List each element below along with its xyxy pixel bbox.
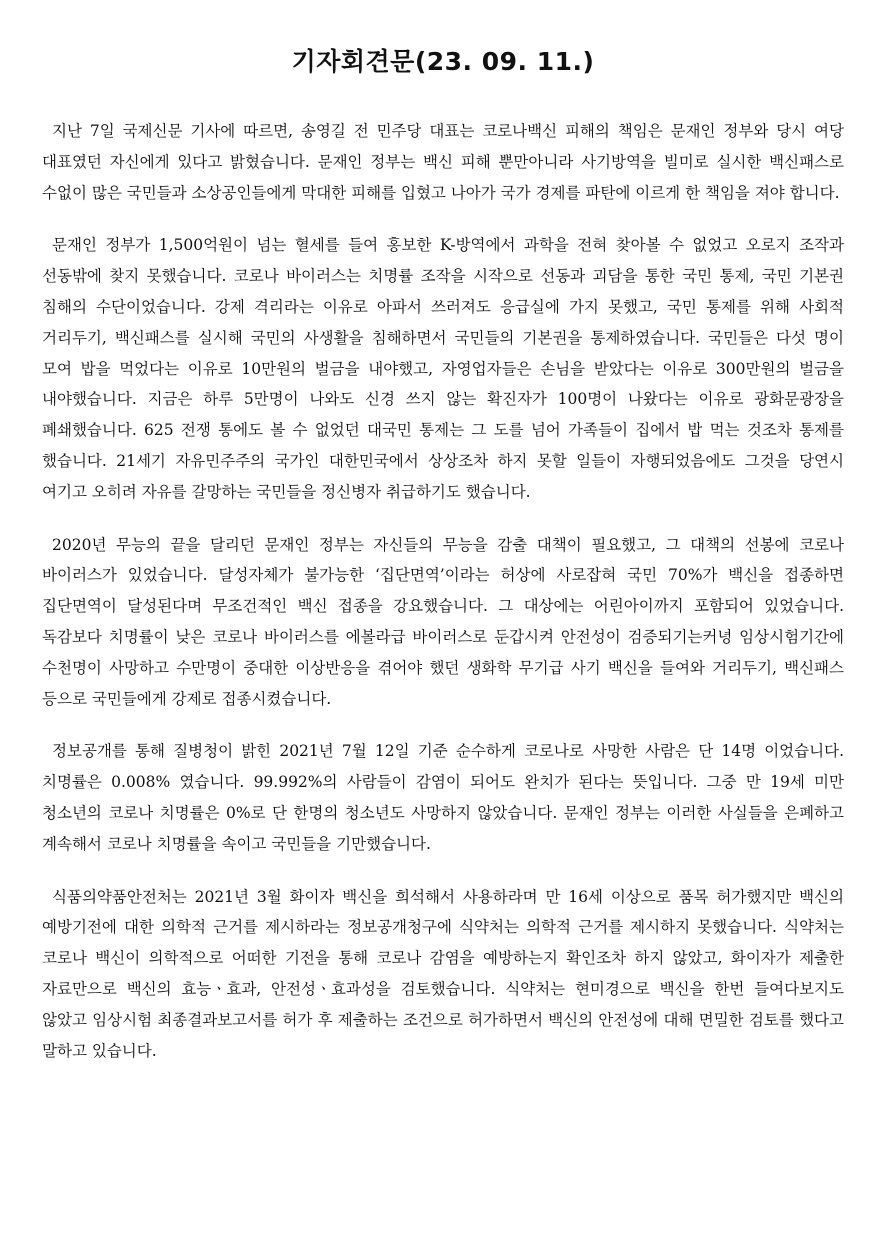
document-body <box>42 116 844 1088</box>
paragraph-2: 문재인 정부가 1,500억원이 넘는 혈세를 들여 홍보한 K-방역에서 과학을 전혀 찾아볼 수 없었고 오로지 조작과 선동밖에 찾지 못했습니다. 코로나 바이러스는 치명률 조작을 시작으로 선동과 괴담을 통한 국민 통제, 국민 기본권 침해의 수단이었습니다. 강제 격리라는 이유로 아파서 쓰러져도 응급실에 가지 못했고, 국민 통제를 위해 사회적 거리두기, 백신패스를 실시해 국민의 사생활을 침해하면서 국민들의 기본권을 통제하였습니다. 국민들은 다섯 명이 모여 밥을 먹었다는 이유로 10만원의 벌금을 내야했고, 자영업자들은 손님을 받았다는 이유로 300만원의 벌금을 내야했습니다. 지금은 하루 5만명이 나와도 신경 쓰지 않는 확진자가 100명이 나왔다는 이유로 광화문광장을 폐쇄했습니다. 625 전쟁 통에도 볼 수 없었던 대국민 통제는 그 도를 넘어 가족들이 집에서 밥 먹는 것조차 통제를 했습니다. 21세기 자유민주주의 국가인 대한민국에서 상상조차 하지 못할 일들이 자행되었음에도 그것을 당연시 여기고 오히려 자유를 갈망하는 국민들을 정신병자 취급하기도 했습니다. <box>42 236 844 501</box>
paragraph-4: 정보공개를 통해 질병청이 밝힌 2021년 7월 12일 기준 순수하게 코로나로 사망한 사람은 단 14명 이었습니다. 치명률은 0.008% 였습니다. 99.992%의 사람들이 감염이 되어도 완치가 된다는 뜻입니다. 그중 만 19세 미만 청소년의 코로나 치명률은 0%로 단 한명의 청소년도 사망하지 않았습니다. 문재인 정부는 이러한 사실들을 은폐하고 계속해서 코로나 치명률을 속이고 국민들을 기만했습니다. <box>42 742 844 853</box>
paragraph-1: 지난 7일 국제신문 기사에 따르면, 송영길 전 민주당 대표는 코로나백신 피해의 책임은 문재인 정부와 당시 여당 대표였던 자신에게 있다고 밝혔습니다. 문재인 정부는 백신 피해 뿐만아니라 사기방역을 빌미로 실시한 백신패스로 수없이 많은 국민들과 소상공인들에게 막대한 피해를 입혔고 나아가 국가 경제를 파탄에 이르게 한 책임을 져야 합니다. <box>42 122 844 202</box>
document-title: 기자회견문(23. 09. 11.) <box>291 47 595 76</box>
paragraph-5: 식품의약품안전처는 2021년 3월 화이자 백신을 희석해서 사용하라며 만 16세 이상으로 품목 허가했지만 백신의 예방기전에 대한 의학적 근거를 제시하라는 정보공개청구에 식약처는 의학적 근거를 제시하지 못했습니다. 식약처는 코로나 백신이 의학적으로 어떠한 기전을 통해 코로나 감염을 예방하는지 확인조차 하지 않았고, 화이자가 제출한 자료만으로 백신의 효능ㆍ효과, 안전성ㆍ효과성을 검토했습니다. 식약처는 현미경으로 백신을 한번 들여다보지도 않았고 임상시험 최종결과보고서를 허가 후 제출하는 조건으로 허가하면서 백신의 안전성에 대해 면밀한 검토를 했다고 말하고 있습니다. <box>42 887 844 1060</box>
paragraph-3: 2020년 무능의 끝을 달리던 문재인 정부는 자신들의 무능을 감출 대책이 필요했고, 그 대책의 선봉에 코로나 바이러스가 있었습니다. 달성자체가 불가능한 ‘집단면역’이라는 허상에 사로잡혀 국민 70%가 백신을 접종하면 집단면역이 달성된다며 무조건적인 백신 접종을 강요했습니다. 그 대상에는 어린아이까지 포함되어 있었습니다. 독감보다 치명률이 낮은 코로나 바이러스를 에볼라급 바이러스로 둔갑시켜 안전성이 검증되기는커녕 임상시험기간에 수천명이 사망하고 수만명이 중대한 이상반응을 겪어야 했던 생화학 무기급 사기 백신을 들여와 거리두기, 백신패스 등으로 국민들에게 강제로 접종시켰습니다. <box>42 535 844 708</box>
